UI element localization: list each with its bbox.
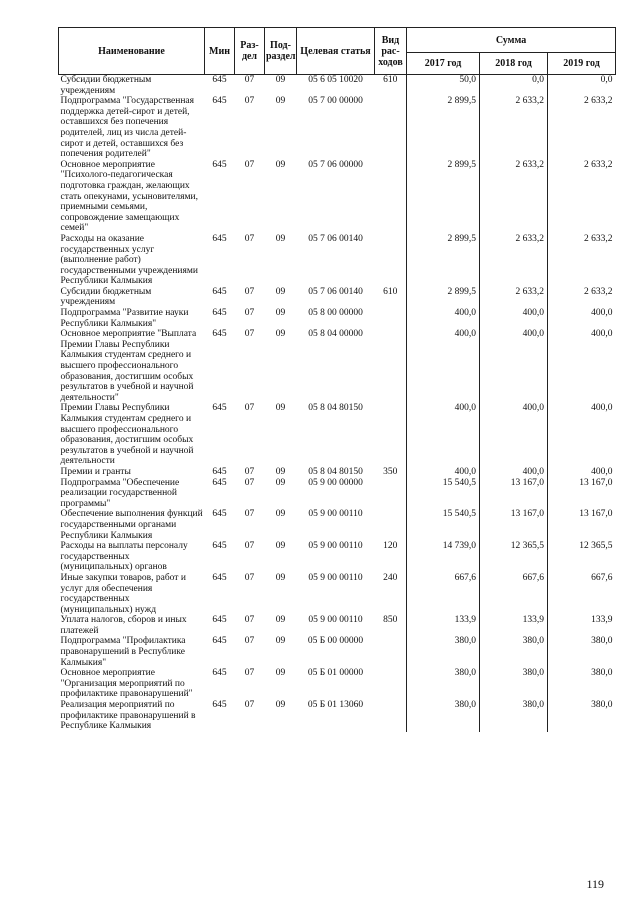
row-name: Расходы на выплаты персоналу государственных (муниципальных) органов: [60, 541, 188, 573]
row-min: 645: [212, 403, 227, 414]
row-sum-2017: 667,6: [407, 573, 480, 615]
row-podrazdel: 09: [265, 75, 297, 97]
row-razdel: 07: [235, 75, 265, 97]
row-target-article: 05 8 04 80150: [308, 403, 363, 414]
row-sum-2017: 2 899,5: [407, 96, 480, 160]
row-sum-2018: 2 633,2: [480, 96, 548, 160]
row-target-article: 05 8 00 00000: [308, 308, 363, 319]
row-min: 645: [212, 329, 227, 340]
row-podrazdel: 09: [275, 615, 286, 626]
row-expense-type: [375, 308, 407, 329]
row-podrazdel: 09: [275, 636, 286, 647]
row-expense-type: [375, 329, 407, 403]
row-name: Субсидии бюджетным учреждениям: [60, 286, 152, 308]
row-sum-2019: 380,0: [548, 636, 616, 668]
row-name: Подпрограмма "Государственная поддержка детей-сирот и детей, оставшихся без попечения родителей, лиц из числа детей-сирот и детей, оставшихся без попечения родителей": [60, 96, 195, 160]
row-min: 645: [212, 159, 227, 170]
table-row: [59, 308, 616, 329]
row-name: Основное мероприятие "Психолого-педагогическая подготовка граждан, желающих стать опекунами, усыновителями, приемными семьями, сопровождение замещающих семей": [60, 159, 198, 234]
row-name: Иные закупки товаров, работ и услуг для обеспечения государственных (муниципальных) нужд: [60, 572, 186, 615]
table-row: [59, 615, 616, 636]
row-expense-type: 610: [375, 75, 407, 97]
row-target-article: 05 8 04 00000: [308, 329, 363, 340]
row-podrazdel: 09: [275, 403, 286, 414]
row-sum-2019: 2 633,2: [548, 96, 616, 160]
row-name: Премии и гранты: [60, 466, 131, 477]
budget-table-page: [58, 27, 615, 732]
row-sum-2018: 400,0: [480, 403, 548, 467]
row-razdel: 07: [244, 159, 255, 170]
table-row: [59, 509, 616, 541]
row-sum-2019: 400,0: [548, 467, 616, 478]
row-name: Подпрограмма "Обеспечение реализации государственной программы": [60, 477, 180, 509]
row-target-article: 05 9 00 00000: [308, 477, 363, 488]
row-target-article: 05 7 06 00140: [308, 286, 363, 297]
row-sum-2017: 50,0: [407, 75, 480, 97]
header-year-2017: 2017 год: [407, 53, 480, 75]
row-min: 645: [205, 75, 235, 97]
row-min: 645: [212, 572, 227, 583]
row-razdel: 07: [244, 615, 255, 626]
row-target-article: 05 7 00 00000: [308, 96, 363, 107]
header-expense-type: Вид рас-ходов: [375, 28, 407, 75]
row-min: 645: [212, 700, 227, 711]
row-target-article: 05 9 00 00110: [308, 509, 363, 520]
row-podrazdel: 09: [275, 572, 286, 583]
row-sum-2019: 2 633,2: [548, 160, 616, 234]
table-row: [59, 160, 616, 234]
row-target-article: 05 Б 00 00000: [307, 636, 364, 647]
budget-table: [58, 27, 616, 732]
row-sum-2018: 13 167,0: [480, 509, 548, 541]
table-body: [59, 75, 616, 732]
header-year-2018: 2018 год: [480, 53, 548, 75]
row-sum-2019: 400,0: [548, 403, 616, 467]
row-sum-2017: 133,9: [407, 615, 480, 636]
row-razdel: 07: [244, 541, 255, 552]
row-sum-2018: 13 167,0: [480, 478, 548, 510]
row-sum-2019: 380,0: [548, 668, 616, 700]
header-name: Наименование: [59, 28, 205, 75]
row-name: Обеспечение выполнения функций государственными органами Республики Калмыкия: [60, 509, 203, 541]
row-podrazdel: 09: [275, 509, 286, 520]
table-row: [59, 700, 616, 732]
table-row: [59, 636, 616, 668]
row-podrazdel: 09: [275, 466, 286, 477]
header-razdel: Раз-дел: [235, 28, 265, 75]
row-podrazdel: 09: [275, 233, 286, 244]
row-name: Основное мероприятие "Выплата Премии Главы Республики Калмыкия студентам среднего и высшего профессионального образования, достигшим особых результатов в учебной и научной деятельности": [60, 329, 197, 403]
table-row: [59, 467, 616, 478]
row-expense-type: [375, 509, 407, 541]
row-target-article: 05 Б 01 13060: [307, 700, 364, 711]
row-name: Подпрограмма "Развитие науки Республики Калмыкия": [60, 308, 189, 329]
row-name: Основное мероприятие "Организация мероприятий по профилактике правонарушений": [60, 668, 193, 700]
row-expense-type: [375, 160, 407, 234]
table-row: [59, 329, 616, 403]
row-sum-2019: 133,9: [548, 615, 616, 636]
row-sum-2019: 400,0: [548, 308, 616, 329]
table-header: [59, 28, 616, 75]
row-sum-2017: 380,0: [407, 700, 480, 732]
row-sum-2017: 400,0: [407, 403, 480, 467]
row-target-article: 05 7 06 00000: [308, 159, 363, 170]
row-razdel: 07: [244, 466, 255, 477]
header-min: Мин: [205, 28, 235, 75]
row-sum-2019: 2 633,2: [548, 234, 616, 287]
row-min: 645: [212, 477, 227, 488]
row-sum-2019: 0,0: [548, 75, 616, 97]
header-year-2019: 2019 год: [548, 53, 616, 75]
row-sum-2018: 380,0: [480, 668, 548, 700]
row-min: 645: [212, 96, 227, 107]
page-number: 119: [586, 877, 604, 891]
row-podrazdel: 09: [275, 159, 286, 170]
row-expense-type: [375, 403, 407, 467]
row-sum-2019: 13 167,0: [548, 478, 616, 510]
row-podrazdel: 09: [275, 541, 286, 552]
row-sum-2018: 400,0: [480, 329, 548, 403]
row-expense-type: [375, 668, 407, 700]
row-min: 645: [212, 668, 227, 679]
row-sum-2018: 667,6: [480, 573, 548, 615]
row-razdel: 07: [244, 96, 255, 107]
row-expense-type: [375, 234, 407, 287]
row-sum-2017: 2 899,5: [407, 160, 480, 234]
row-min: 645: [212, 233, 227, 244]
row-min: 645: [212, 615, 227, 626]
row-razdel: 07: [244, 636, 255, 647]
row-sum-2019: 12 365,5: [548, 541, 616, 573]
row-sum-2018: 2 633,2: [480, 234, 548, 287]
row-sum-2017: 400,0: [407, 308, 480, 329]
row-sum-2018: 2 633,2: [480, 160, 548, 234]
row-sum-2017: 2 899,5: [407, 234, 480, 287]
row-sum-2018: 2 633,2: [480, 287, 548, 308]
header-podrazdel: Под-раздел: [265, 28, 297, 75]
row-sum-2017: 2 899,5: [407, 287, 480, 308]
row-razdel: 07: [244, 308, 255, 319]
row-sum-2018: 0,0: [480, 75, 548, 97]
row-expense-type: 610: [383, 286, 398, 297]
table-row: [59, 234, 616, 287]
row-podrazdel: 09: [275, 286, 286, 297]
table-row: [59, 403, 616, 467]
row-sum-2017: 14 739,0: [407, 541, 480, 573]
row-sum-2019: 13 167,0: [548, 509, 616, 541]
row-podrazdel: 09: [275, 700, 286, 711]
row-sum-2018: 400,0: [480, 308, 548, 329]
row-razdel: 07: [244, 403, 255, 414]
row-sum-2017: 15 540,5: [407, 478, 480, 510]
row-podrazdel: 09: [275, 308, 286, 319]
row-min: 645: [212, 286, 227, 297]
row-name: Реализация мероприятий по профилактике правонарушений в Республике Калмыкия: [60, 700, 196, 732]
row-razdel: 07: [244, 668, 255, 679]
row-target-article: 05 6 05 10020: [297, 75, 375, 97]
row-sum-2018: 380,0: [480, 636, 548, 668]
row-sum-2017: 380,0: [407, 636, 480, 668]
row-expense-type: [375, 478, 407, 510]
table-row: [59, 541, 616, 573]
row-expense-type: 120: [383, 541, 398, 552]
table-row: [59, 668, 616, 700]
row-razdel: 07: [244, 286, 255, 297]
row-razdel: 07: [244, 509, 255, 520]
row-expense-type: [375, 700, 407, 732]
row-name: Премии Главы Республики Калмыкия студентам среднего и высшего профессионального образования, достигшим особых результатов в учебной и научной деятельности: [60, 403, 194, 467]
row-expense-type: [375, 636, 407, 668]
header-sum: Сумма: [407, 28, 616, 53]
row-min: 645: [212, 541, 227, 552]
row-expense-type: 240: [383, 572, 398, 583]
table-row: [59, 478, 616, 510]
row-sum-2018: 12 365,5: [480, 541, 548, 573]
row-podrazdel: 09: [275, 477, 286, 488]
row-razdel: 07: [244, 700, 255, 711]
row-sum-2017: 15 540,5: [407, 509, 480, 541]
row-expense-type: 350: [383, 466, 398, 477]
row-target-article: 05 9 00 00110: [308, 572, 363, 583]
row-name: Расходы на оказание государственных услуг (выполнение работ) государственными учреждениями Республики Калмыкия: [60, 233, 198, 287]
row-target-article: 05 9 00 00110: [308, 615, 363, 626]
row-podrazdel: 09: [275, 668, 286, 679]
row-razdel: 07: [244, 329, 255, 340]
row-min: 645: [212, 466, 227, 477]
row-sum-2017: 380,0: [407, 668, 480, 700]
row-expense-type: [375, 96, 407, 160]
row-razdel: 07: [244, 477, 255, 488]
row-target-article: 05 Б 01 00000: [307, 668, 364, 679]
table-row: [59, 75, 616, 97]
row-target-article: 05 7 06 00140: [308, 233, 363, 244]
row-expense-type: 850: [383, 615, 398, 626]
row-sum-2017: 400,0: [407, 467, 480, 478]
row-sum-2019: 667,6: [548, 573, 616, 615]
table-row: [59, 287, 616, 308]
table-row: [59, 573, 616, 615]
row-target-article: 05 8 04 80150: [308, 466, 363, 477]
row-sum-2019: 400,0: [548, 329, 616, 403]
row-razdel: 07: [244, 572, 255, 583]
row-razdel: 07: [244, 233, 255, 244]
row-sum-2018: 133,9: [480, 615, 548, 636]
row-name: Уплата налогов, сборов и иных платежей: [60, 615, 187, 636]
row-sum-2018: 400,0: [480, 467, 548, 478]
table-row: [59, 96, 616, 160]
row-sum-2017: 400,0: [407, 329, 480, 403]
header-target-article: Целевая статья: [297, 28, 375, 75]
row-podrazdel: 09: [275, 329, 286, 340]
row-min: 645: [212, 308, 227, 319]
row-target-article: 05 9 00 00110: [308, 541, 363, 552]
row-min: 645: [212, 509, 227, 520]
row-name: Субсидии бюджетным учреждениям: [59, 75, 205, 97]
row-podrazdel: 09: [275, 96, 286, 107]
row-sum-2018: 380,0: [480, 700, 548, 732]
row-sum-2019: 2 633,2: [548, 287, 616, 308]
row-min: 645: [212, 636, 227, 647]
row-sum-2019: 380,0: [548, 700, 616, 732]
row-name: Подпрограмма "Профилактика правонарушений в Республике Калмыкия": [60, 636, 186, 668]
